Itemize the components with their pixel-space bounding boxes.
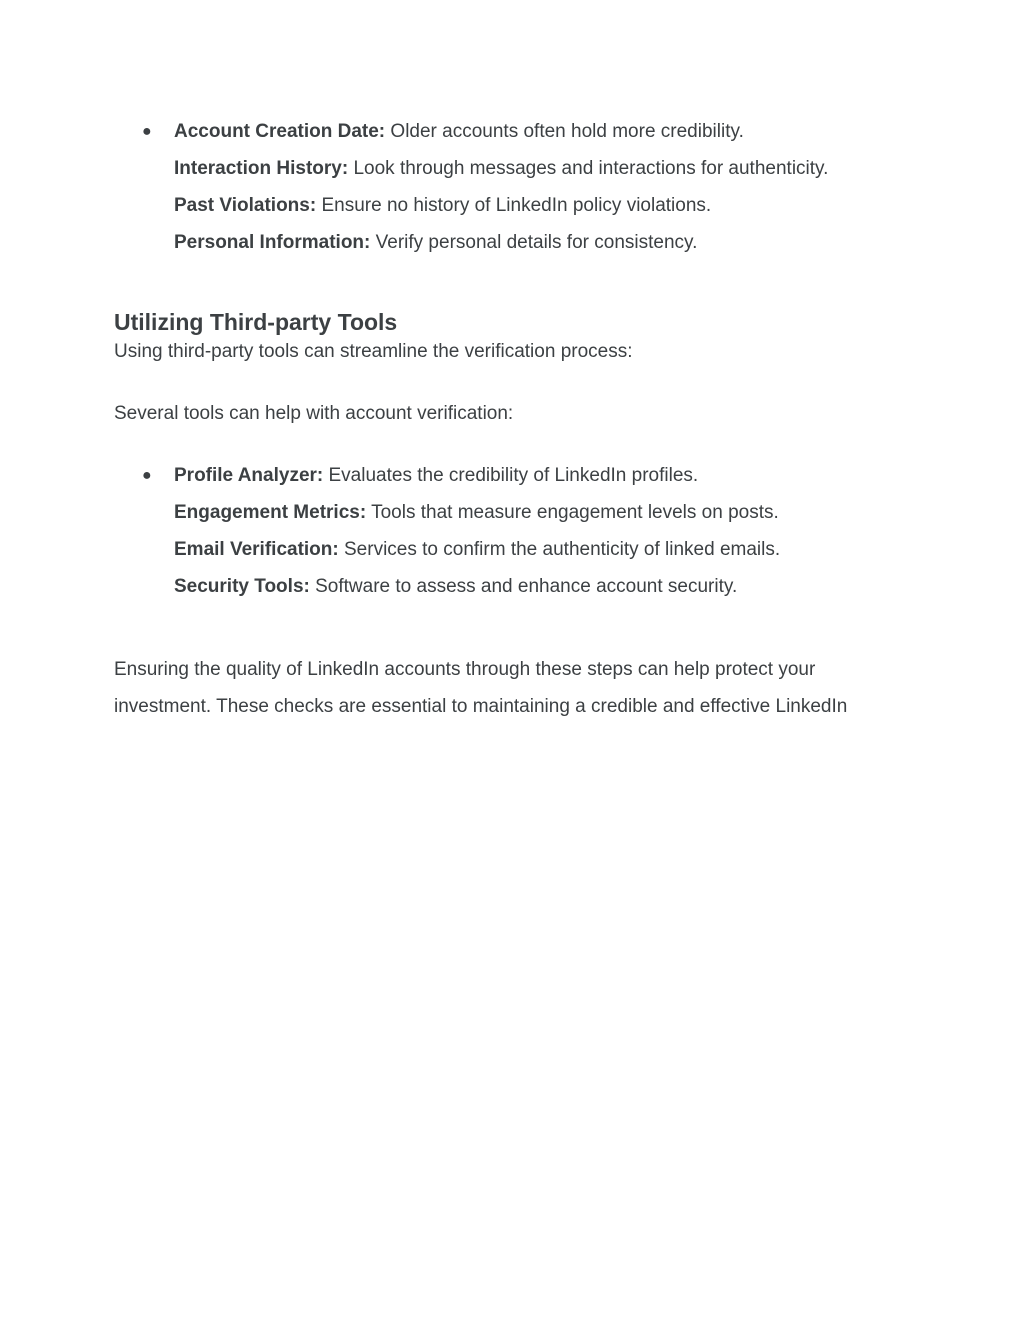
- closing-paragraph: [114, 651, 914, 725]
- list-item: [114, 574, 934, 611]
- list-item-term: Engagement Metrics:: [174, 502, 367, 523]
- bullet-icon: ●: [142, 123, 152, 140]
- list-item-text: Ensure no history of LinkedIn policy violations.: [316, 195, 712, 216]
- list-item: [114, 500, 934, 537]
- list-item-term: Security Tools:: [174, 576, 310, 597]
- list-item-text: Evaluates the credibility of LinkedIn profiles.: [323, 465, 699, 486]
- list-item: [114, 193, 934, 230]
- list-item-text: Verify personal details for consistency.: [370, 232, 698, 253]
- list-item-text: Tools that measure engagement levels on posts.: [366, 502, 779, 523]
- bullet-icon: ●: [142, 467, 152, 484]
- list-item: [114, 230, 934, 267]
- list-item-text: Older accounts often hold more credibility.: [385, 121, 744, 142]
- section-intro: Using third-party tools can streamline the verification process:: [114, 341, 633, 362]
- list-item-term: Interaction History:: [174, 158, 349, 179]
- closing-line-1: Ensuring the quality of LinkedIn accounts through these steps can help protect your: [114, 659, 816, 680]
- list-item-text: Look through messages and interactions for authenticity.: [348, 158, 829, 179]
- list-item-term: Past Violations:: [174, 195, 317, 216]
- list-item: [114, 537, 934, 574]
- tools-list: [114, 463, 934, 611]
- list-item-text: Services to confirm the authenticity of linked emails.: [338, 539, 781, 560]
- list-item: [114, 156, 934, 193]
- closing-line-2: investment. These checks are essential to maintaining a credible and effective LinkedIn: [114, 696, 848, 717]
- list-item-text: Software to assess and enhance account security.: [309, 576, 738, 597]
- list-item: [114, 463, 934, 500]
- section-lead: Several tools can help with account verification:: [114, 403, 514, 424]
- section-heading: Utilizing Third-party Tools: [114, 309, 398, 335]
- list-item: [114, 119, 934, 156]
- list-item-term: Email Verification:: [174, 539, 339, 560]
- verification-criteria-list: [114, 119, 934, 267]
- list-item-term: Personal Information:: [174, 232, 371, 253]
- list-item-term: Account Creation Date:: [174, 121, 386, 142]
- list-item-term: Profile Analyzer:: [174, 465, 324, 486]
